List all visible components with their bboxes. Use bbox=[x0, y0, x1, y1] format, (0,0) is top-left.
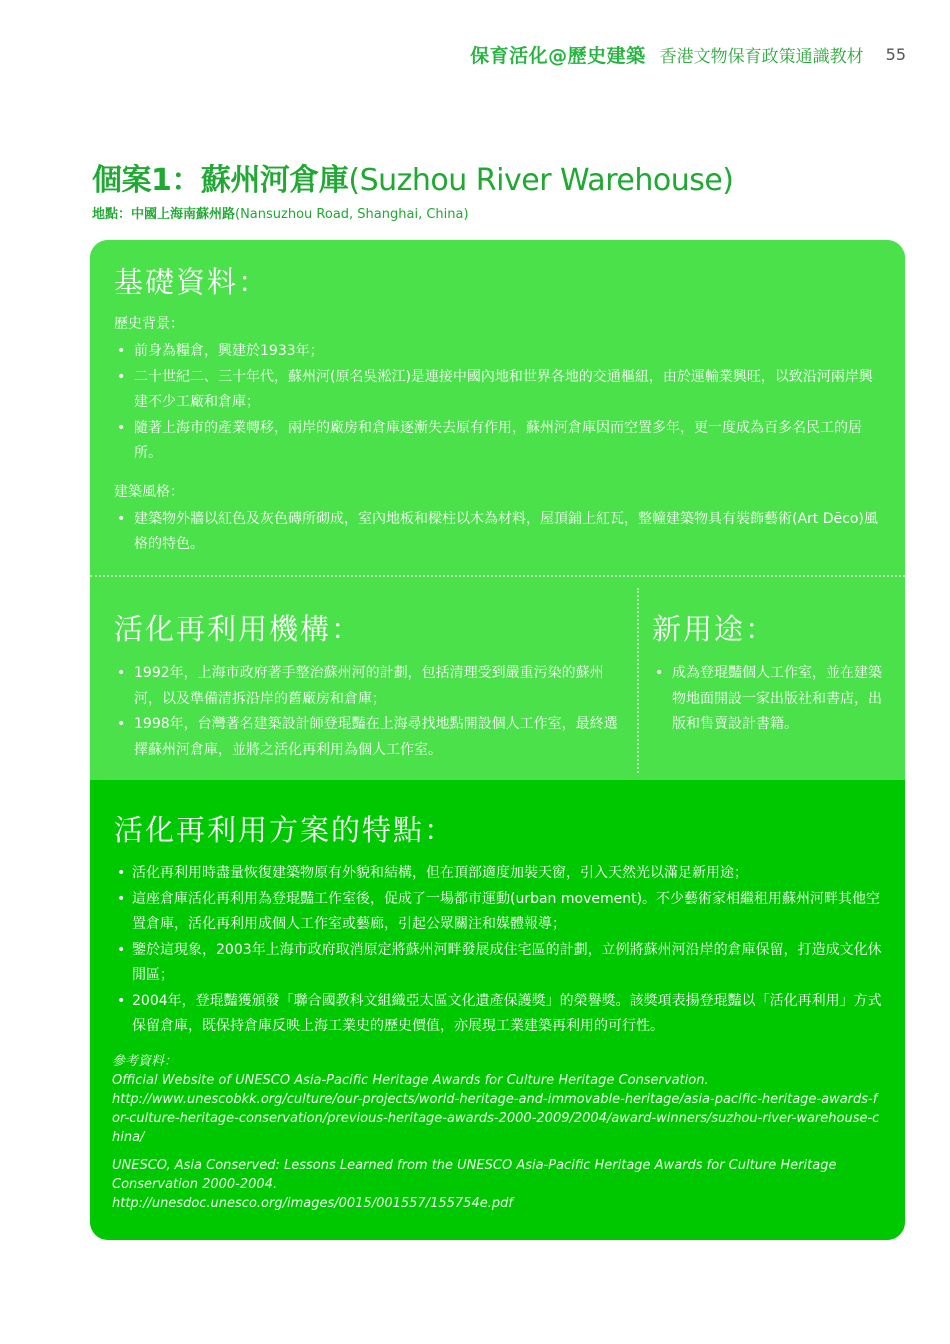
references-label: 參考資料： bbox=[112, 1054, 178, 1069]
page-number: 55 bbox=[885, 44, 906, 64]
info-card bbox=[90, 240, 905, 1240]
features-list bbox=[114, 861, 886, 1040]
basic-info-section bbox=[114, 260, 884, 558]
features-section bbox=[114, 808, 886, 1040]
new-use-heading: 新用途： bbox=[652, 612, 777, 646]
history-list bbox=[114, 339, 884, 467]
list-item: • 1992年，上海市政府著手整治蘇州河的計劃，包括清理受到嚴重污染的蘇州河，以及準備清拆沿岸的舊廠房和倉庫； bbox=[114, 661, 626, 712]
org-heading: 活化再利用機構： bbox=[114, 612, 363, 646]
org-list bbox=[114, 661, 626, 763]
header-subtitle: 香港文物保育政策通識教材 bbox=[659, 46, 864, 67]
list-item: • 隨著上海市的產業轉移，兩岸的廠房和倉庫逐漸失去原有作用，蘇州河倉庫因而空置多年，更一度成為百多名民工的居所。 bbox=[114, 416, 884, 467]
basic-info-heading: 基礎資料： bbox=[114, 265, 270, 299]
case-title-zh: 個案1：蘇州河倉庫 bbox=[92, 163, 349, 198]
horizontal-divider bbox=[90, 575, 905, 577]
style-label: 建築風格： bbox=[114, 483, 184, 500]
references bbox=[112, 1052, 884, 1213]
light-panel bbox=[90, 240, 905, 780]
case-location bbox=[92, 203, 469, 222]
list-item: • 成為登琨豔個人工作室，並在建築物地面開設一家出版社和書店，出版和售賣設計書籍。 bbox=[652, 661, 884, 738]
list-item: • 前身為糧倉，興建於1933年； bbox=[114, 339, 884, 365]
page-header bbox=[470, 40, 906, 68]
new-use-list bbox=[652, 661, 884, 738]
case-title-en: (Suzhou River Warehouse) bbox=[348, 163, 734, 198]
reference-1-url[interactable]: http://www.unescobkk.org/culture/our-projects/world-heritage-and-immovable-heritage/asia-pacific-heritage-awards-for-culture-heritage-conservation/previous-heritage-awards-2000-2009/2004/award-winners/suzhou-river-warehouse-china/ bbox=[112, 1092, 880, 1145]
list-item: • 建築物外牆以紅色及灰色磚所砌成，室內地板和樑柱以木為材料，屋頂鋪上紅瓦，整幢建築物具有裝飾藝術(Art Dēco)風格的特色。 bbox=[114, 507, 884, 558]
vertical-divider bbox=[637, 588, 639, 773]
history-label: 歷史背景： bbox=[114, 316, 184, 332]
list-item: • 這座倉庫活化再利用為登琨豔工作室後，促成了一場都市運動(urban movement)。不少藝術家相繼租用蘇州河畔其他空置倉庫，活化再利用成個人工作室或藝廊，引起公眾關注和媒體報導； bbox=[114, 887, 886, 938]
reference-2-url[interactable]: http://unesdoc.unesco.org/images/0015/001557/155754e.pdf bbox=[112, 1196, 513, 1211]
org-section bbox=[114, 607, 626, 763]
location-en: (Nansuzhou Road, Shanghai, China) bbox=[235, 207, 469, 222]
case-title bbox=[92, 155, 734, 199]
features-heading: 活化再利用方案的特點： bbox=[114, 813, 456, 847]
reference-1-title: Official Website of UNESCO Asia-Pacific Heritage Awards for Culture Heritage Conservation. bbox=[112, 1073, 709, 1088]
new-use-section bbox=[652, 607, 884, 738]
location-zh: 地點：中國上海南蘇州路 bbox=[92, 207, 236, 222]
list-item: • 活化再利用時盡量恢復建築物原有外貌和結構，但在頂部適度加裝天窗，引入天然光以滿足新用途； bbox=[114, 861, 886, 887]
list-item: • 鑒於這現象，2003年上海市政府取消原定將蘇州河畔發展成住宅區的計劃，立例將蘇州河沿岸的倉庫保留，打造成文化休閒區； bbox=[114, 938, 886, 989]
brand-title: 保育活化@歷史建築 bbox=[470, 44, 646, 67]
reference-2-title: UNESCO, Asia Conserved: Lessons Learned from the UNESCO Asia-Pacific Heritage Awards for Culture Heritage Conservation 2000-2004. bbox=[112, 1158, 837, 1192]
list-item: • 1998年，台灣著名建築設計師登琨豔在上海尋找地點開設個人工作室，最終選擇蘇州河倉庫，並將之活化再利用為個人工作室。 bbox=[114, 712, 626, 763]
list-item: • 二十世紀二、三十年代，蘇州河(原名吳淞江)是連接中國內地和世界各地的交通樞紐，由於運輸業興旺，以致沿河兩岸興建不少工廠和倉庫； bbox=[114, 365, 884, 416]
list-item: • 2004年，登琨豔獲頒發「聯合國教科文組織亞太區文化遺產保護獎」的榮譽獎。該獎項表揚登琨豔以「活化再利用」方式保留倉庫，既保持倉庫反映上海工業史的歷史價值，亦展現工業建築再利用的可行性。 bbox=[114, 989, 886, 1040]
style-list bbox=[114, 507, 884, 558]
